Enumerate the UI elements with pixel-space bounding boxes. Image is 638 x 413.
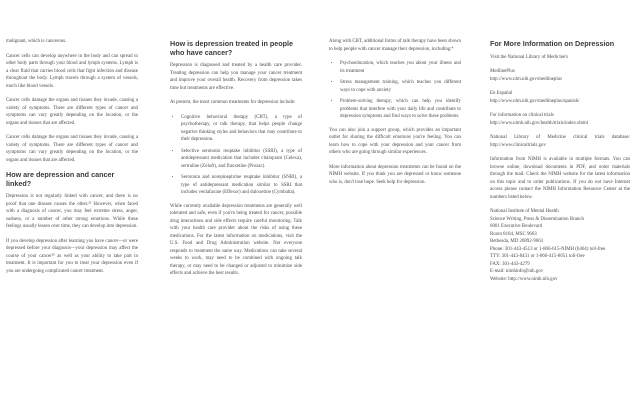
paragraph: While currently available depression treatments are generally well tolerated and safe, even if you're being treated for cancer, possible drug interactions and side effects require careful monitoring. Talk with your health care provider about the risks of using these medications. For the latest information on medications, visit the U.S. Food and Drug Administration website. Not everyone responds to treatment the same way. Medications can take several weeks to work, may need to be combined with ongoing talk therapy, or may need to be changed or adjusted to minimize side effects and achieve the best results. — [170, 203, 302, 277]
column-2 — [170, 38, 302, 285]
column-1 — [6, 38, 138, 282]
link-label: MedlinePlus — [490, 69, 515, 75]
address-line: Science Writing, Press & Dissemination Branch — [490, 216, 584, 222]
treatment-list — [170, 114, 302, 197]
address-line: National Institute of Mental Health — [490, 209, 559, 215]
website-link[interactable]: Website: http://www.nimh.nih.gov — [490, 276, 558, 282]
paragraph: Along with CBT, additional forms of talk therapy have been shown to help people with cancer manage their depression, including:⁴ — [329, 39, 461, 52]
therapy-list — [329, 60, 461, 121]
list-item: • Stress management training, which teaches you different ways to cope with anxiety — [340, 79, 461, 94]
clinical-trials-link[interactable]: http://www.nimh.nih.gov/health/trials/index.shtml — [490, 120, 589, 126]
paragraph: Cancer cells damage the organs and tissues they invade, causing a variety of symptoms. There are different types of cancer and symptoms can vary greatly depending on the location, or the organs and tissues that are affected. — [6, 98, 138, 126]
section-heading: How is depression treated in people who have cancer? — [170, 39, 294, 57]
link-block — [490, 90, 630, 105]
address-line: 6001 Executive Boulevard — [490, 224, 543, 230]
list-item: • Cognitive behavioral therapy (CBT), a type of psychotherapy, or talk therapy, that helps people change negative thinking styles and behaviors that may contribute to their depression. — [181, 114, 302, 144]
paragraph: Information from NIMH is available in multiple formats. You can browse online, download documents in PDF, and order materials through the mail. Check the NIMH website for the latest information on this topic and to order publications. If you do not have Internet access please contact the NIMH Information Resource Center at the numbers listed below. — [490, 157, 630, 200]
column-3 — [329, 38, 461, 193]
email-link[interactable]: E-mail: nimhinfo@nih.gov — [490, 269, 544, 275]
paragraph: At present, the most common treatments for depression include: — [170, 100, 296, 106]
paragraph: malignant, which is cancerous. — [6, 39, 67, 44]
section-heading: For More Information on Depression — [490, 39, 615, 48]
contact-address — [490, 208, 630, 283]
address-line: Room 8184, MSC 9663 — [490, 231, 537, 237]
section-heading: How are depression and cancer linked? — [6, 170, 115, 188]
link-label: For information on clinical trials — [490, 113, 554, 119]
paragraph: National Library of Medicine clinical trials database: http://www.clinicaltrials.gov — [490, 135, 630, 148]
paragraph: You can also join a support group, which provides an important outlet for sharing the difficult emotions you're feeling. You can learn how to cope with your depression and your cancer from others who are going through similar experiences. — [329, 127, 461, 155]
phone-line: Phone: 301-443-4513 or 1-866-615-NIMH (6464) toll-free — [490, 246, 606, 252]
tty-line: TTY: 301-443-8431 or 1-866-415-8051 toll-free — [490, 254, 585, 260]
link-block — [490, 112, 630, 127]
paragraph: Depression is diagnosed and treated by a health care provider. Treating depression can help you manage your cancer treatment and improve your overall health. Recovery from depression takes time but treatments are effective. — [170, 63, 302, 91]
column-4 — [490, 38, 630, 283]
medlineplus-link[interactable]: http://www.nlm.nih.gov/medlineplus — [490, 76, 563, 82]
paragraph: If you develop depression after learning you have cancer—or were depressed before your diagnosis—your depression may affect the course of your cancer²³ as well as your ability to take part in treatment. It is important for you to treat your depression even if you are undergoing complicated cancer treatment. — [6, 238, 138, 274]
link-block — [490, 68, 630, 83]
list-item: • Serotonin and norepinephrine reuptake inhibitor (SNRI), a type of antidepressant medication similar to SSRI that includes venlafaxine (Effexor) and duloxetine (Cymbalta). — [181, 174, 302, 197]
link-label: En Español — [490, 91, 513, 97]
address-line: Bethesda, MD 20892-9663 — [490, 239, 544, 245]
paragraph: Cancer cells damage the organs and tissues they invade, causing a variety of symptoms. There are different types of cancer and symptoms can vary greatly depending on the location, or the organs and tissues that are affected. — [6, 135, 138, 163]
paragraph: More information about depression treatments can be found on the NIMH website. If you think you are depressed or know someone who is, don't lose hope. Seek help for depression. — [329, 164, 461, 185]
list-item: • Problem-solving therapy, which can help you identify problems that interfere with your daily life and contribute to depression symptoms and find ways to solve these problems. — [340, 98, 461, 121]
espanol-link[interactable]: http://www.nlm.nih.gov/medlineplus/spanish/ — [490, 98, 580, 104]
list-item: • Selective serotonin reuptake inhibitor (SSRI), a type of antidepressant medication that includes citalopram (Celexa), sertraline (Zoloft), and fluoxetine (Prozac). — [181, 148, 302, 171]
fax-line: FAX: 301-443-4279 — [490, 261, 530, 267]
paragraph: Visit the National Library of Medicine's — [490, 54, 569, 60]
list-item: • Psychoeducation, which teaches you about your illness and its treatment — [340, 60, 461, 75]
paragraph: Depression is not regularly linked with cancer, and there is no proof that one disease causes the other.²³ However, when faced with a diagnosis of cancer, you may feel extreme stress, anger, sadness, or a number of other strong emotions. While these feelings usually lessen over time, they can develop into depression. — [6, 194, 138, 230]
paragraph: Cancer cells can develop anywhere in the body and can spread to other body parts through your blood and lymph systems. Lymph is a clear fluid that carries blood cells that fight infection and disease throughout the body. Lymph travels through a system of vessels, much like blood vessels. — [6, 53, 138, 89]
